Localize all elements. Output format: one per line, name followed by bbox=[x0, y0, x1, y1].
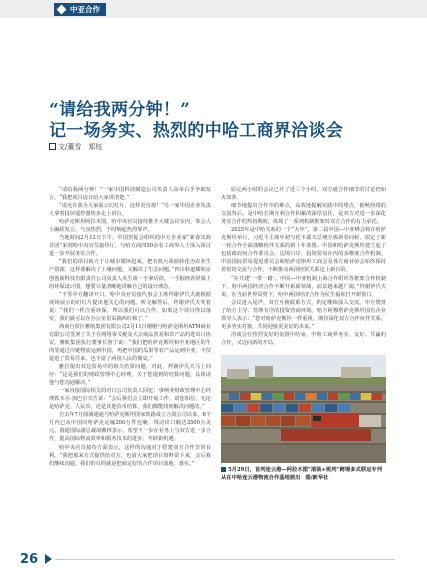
article-photo bbox=[221, 355, 386, 463]
byline-text: 文/董雪 郑钰 bbox=[58, 143, 103, 151]
paragraph: 洽谈会在热烈友好的氛围中结束。中哈工商界务实、友好、共赢的合作，又迈向新的开局。 bbox=[221, 331, 386, 346]
caption-text: 5月29日，首列连云港—阿拉木图“滚装+班列”跨境多式联运专列从在中哈连云港物流合作基地驶出 bbox=[221, 467, 383, 481]
paragraph: “请给我两分钟！”一家中国科技制造公司负责人高举右手争取发言，“我把项目设计给大家讲清楚。” bbox=[49, 187, 211, 202]
article-column-right bbox=[221, 186, 386, 347]
caption-marker-icon bbox=[221, 467, 226, 472]
square-icon bbox=[49, 143, 56, 150]
paragraph: 细节地提出合作中的难点，高效地提解实践中的堵点，据畅热络的交流背后，是中哈长期互利合作积累的深厚信任，是双方对进一步深化务实合作的热切期盼，体现了一系列机制框架对双方合作的有力承托。 bbox=[221, 203, 386, 226]
section-header bbox=[0, 0, 427, 18]
paragraph: 一家直接国际相关的对口公司负责人回忆：事例业财政管理中心经理铁木尔·加巴尔夫告诉：“会后我们会立即开展工作。请您相信，无论是哈萨克、人民币，还是其他货币结算，我们都能找到解决问题的。” bbox=[49, 388, 211, 411]
diamond-icon bbox=[57, 5, 67, 15]
paragraph: 原定两小时的会议已开了近三个小时，双方就合作细节的讨论仍如火如荼。 bbox=[221, 187, 386, 202]
footer-divider bbox=[55, 559, 395, 560]
photo-caption bbox=[221, 466, 386, 482]
paragraph: “请允许我为大家展示幻灯片，这样更直观！”另一家中国企业负责人拿着投屏遥控器快步走上讲台。 bbox=[49, 203, 211, 218]
photo-credit: 图/新华社 bbox=[305, 475, 329, 481]
railway-photo-illustration bbox=[221, 355, 386, 463]
article-column-left bbox=[49, 186, 211, 468]
byline bbox=[49, 142, 102, 152]
paragraph: 哈萨克斯坦阿拉木图，哈中央官员接待推介大楼会议室内，参会人士踊跃发言，气氛热烈，不时响起热烈掌声。 bbox=[49, 219, 211, 234]
paragraph: 会议进入尾声，双方互换联系方式，约定继续深入交流。中方赞赏了哈方主导、管理有序的投资营商环境。哈方阿穆塔萨克斯坦国有企业领导人表示：“您对哈萨克斯坦一样重视，期待深化双方合作伙伴关系，更多务实对接，共同迎接更美好的未来。” bbox=[221, 299, 386, 330]
paragraph: “我们的项目致力于让城市循环起来，把有机污染源转化为农业生产资源，这样我解决了土壤问题，又解决了生态问题。”四川科道耀和京创创新科技有限责任公司负责人夹生谈一手拿话筒，一手握画着屏幕上的环保设计图，想要尽量清晰地讲解自己的设计理念。 bbox=[49, 259, 211, 290]
paragraph: 哈中央官员接待方面表示，这样的沟通对于搭建双方合作非常有利。“我把那来方式提供给对方，也请大家把项目资料留下来，会后我们继续沟通。我们的目的就是把商定好的合作项目落地、落实。” bbox=[49, 444, 211, 467]
section-tag-label: 中亚合作 bbox=[70, 5, 100, 14]
article-title-line2: 记一场务实、热烈的中哈工商界洽谈会 bbox=[49, 121, 344, 141]
paragraph: “在共建‘一带一路’、中国—中亚机制上海合作组织等框架合作机制下，哈中两国经济合作不断开拓新领域，前景越来越广阔。”拜谢伊氏夫说，在当前世界局势下，哈中两国经济合作为民生福祉打开新窗口。 bbox=[221, 275, 386, 298]
article-title-line1: “请给我两分钟！” bbox=[49, 100, 191, 120]
paragraph: “不等中方翻译开口，哈中央官员接代事会主席拜谢伊氏夫就根据现场展示的幻灯片提出他关心的问题。听完解答后，拜谢伊氏夫笑着说：“我们一样注重环保，所以我们可以合作。如果这个项目得以落实，我们就可以在办公室里采摘西红柿了。” bbox=[49, 291, 211, 322]
page-number: 26 bbox=[20, 552, 39, 567]
page-arrow-icon bbox=[45, 554, 52, 564]
paragraph: 2025年是中哈关系的一个“大年”，第二届中国—中亚峰会将在哈萨克斯坦举行，习近平主席年初与托卡耶夫总统互致新春问候，拟定了新一轮合作全面战略伙伴关系的新十年蓝图。中国和哈萨克斯坦建立起了包括政府间合作委员会、边境口岸、投资贸易在内的多维度合作机制。中国国际贸易促进委员会和哈萨克斯坦工商会及各方商业协会始终保持着密切交流与合作，不断推动两国经贸关系迈上新台阶。 bbox=[221, 227, 386, 274]
paragraph: 雅拉提出双边贸易中的相关结算问题。对此，拜谢伊氏夫马上回应：“这是我们的财政管理中心经理，关于您提到的结算问题，具体请他与您沟通解决。” bbox=[49, 364, 211, 387]
paragraph: 海南自贸区雅航集团有限公司2月11日刚刚与哈萨克斯坦ATM商业有限公司签署了关于在网络零关税及大宗商品贸易和农产品的进出口协议。雅航集团执行董事长鲁宁说：“我们把哈萨克斯坦和中亚地区的牛肉等通过冷链物流运到中国，再把中国的瓜果等农产品运到中亚，不仅促进了贸易往来，也丰富了两国人民的餐桌。” bbox=[49, 323, 211, 362]
section-tag bbox=[54, 3, 106, 16]
paragraph: 当地时间2月12日下午，中国贸促会组织的中方企业家“新春出海首团”来到哈中央官员接待厅，与哈方商四50余名工商界人士深入探讨进一步开展务实合作。 bbox=[49, 235, 211, 258]
paragraph: 自去年7月圆满通通与哈萨克斯坦国家铁路成立合资公司以来，6个月内已从中国向哈萨克运输200万件包裹，带动出口额达3500万美元。圆通国际副总裁胡湘林表示，希望下一步在业务上与双方进一步合作，提高国际物流效率和服务技术的进步，开辟新机遇。 bbox=[49, 412, 211, 443]
